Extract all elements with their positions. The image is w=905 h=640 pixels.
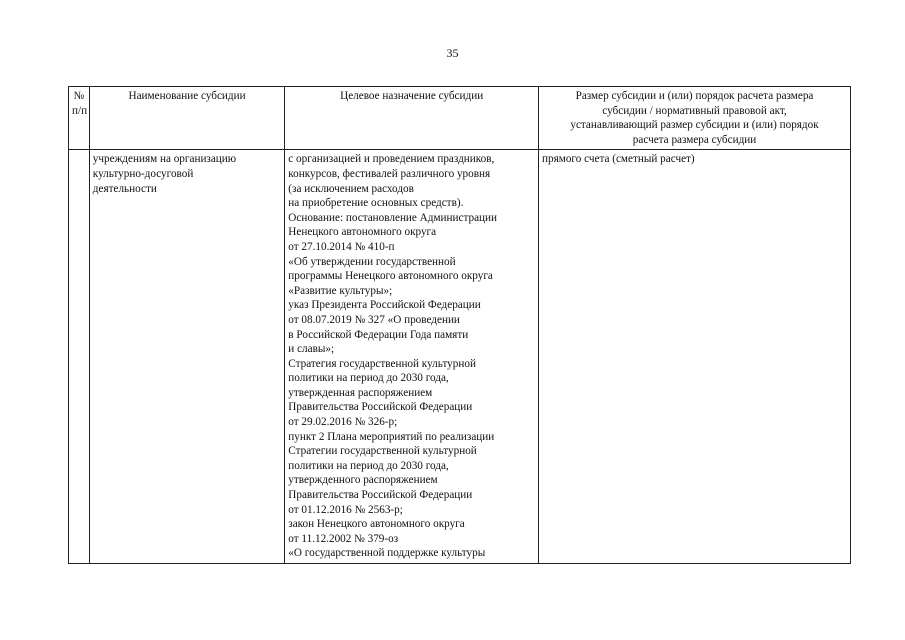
header-line: устанавливающий размер субсидии и (или) порядок [570, 119, 819, 132]
header-name [89, 87, 285, 150]
cell-purpose [285, 150, 539, 564]
header-line: субсидии / нормативный правовой акт, [602, 104, 787, 117]
cell-size [539, 150, 851, 564]
cell-line: и славы»; [288, 343, 335, 356]
cell-line: от 01.12.2016 № 2563-р; [288, 503, 403, 516]
cell-line: Правительства Российской Федерации [288, 401, 473, 414]
cell-line: (за исключением расходов [288, 182, 414, 195]
header-line: п/п [72, 104, 88, 117]
cell-line: от 11.12.2002 № 379-оз [288, 532, 399, 545]
table-row [69, 150, 851, 564]
cell-line: от 29.02.2016 № 326-р; [288, 416, 398, 429]
header-line: расчета размера субсидии [632, 133, 757, 146]
cell-line: Правительства Российской Федерации [288, 489, 473, 502]
cell-line: Ненецкого автономного округа [288, 226, 437, 239]
cell-line: культурно-досуговой [92, 167, 194, 180]
cell-line: «Об утверждении государственной [288, 255, 456, 268]
header-line: Целевое назначение субсидии [340, 90, 484, 102]
cell-line: «О государственной поддержке культуры [288, 547, 486, 560]
table-header-row [69, 87, 851, 150]
header-line: № [73, 90, 85, 102]
page-number: 35 [446, 46, 459, 60]
cell-line: конкурсов, фестивалей различного уровня [288, 167, 491, 180]
cell-line: от 27.10.2014 № 410-п [288, 240, 395, 253]
header-number [69, 87, 90, 150]
cell-line: деятельности [92, 182, 157, 195]
cell-line: программы Ненецкого автономного округа [288, 270, 493, 283]
cell-line: учреждениям на организацию [92, 153, 237, 166]
cell-name [89, 150, 285, 564]
cell-line: на приобретение основных средств). [288, 197, 464, 210]
header-size [539, 87, 851, 150]
cell-line: с организацией и проведением праздников, [288, 153, 495, 166]
cell-line: прямого счета (сметный расчет) [542, 153, 695, 166]
cell-line: от 08.07.2019 № 327 «О проведении [288, 313, 460, 326]
subsidy-table [68, 86, 851, 564]
cell-line: политики на период до 2030 года, [288, 372, 449, 385]
cell-line: политики на период до 2030 года, [288, 459, 449, 472]
cell-number [69, 150, 90, 564]
header-purpose [285, 87, 539, 150]
cell-line: Стратегия государственной культурной [288, 357, 476, 370]
header-line: Наименование субсидии [128, 90, 246, 102]
cell-line: пункт 2 Плана мероприятий по реализации [288, 430, 495, 443]
cell-line: указ Президента Российской Федерации [288, 299, 481, 312]
cell-line: утвержденного распоряжением [288, 474, 438, 487]
cell-line: Основание: постановление Администрации [288, 211, 498, 224]
cell-line: в Российской Федерации Года памяти [288, 328, 469, 341]
header-line: Размер субсидии и (или) порядок расчета размера [575, 90, 814, 102]
cell-line: «Развитие культуры»; [288, 284, 393, 297]
cell-line: закон Ненецкого автономного округа [288, 518, 465, 531]
cell-line: Стратегии государственной культурной [288, 445, 477, 458]
cell-line: утвержденная распоряжением [288, 386, 433, 399]
